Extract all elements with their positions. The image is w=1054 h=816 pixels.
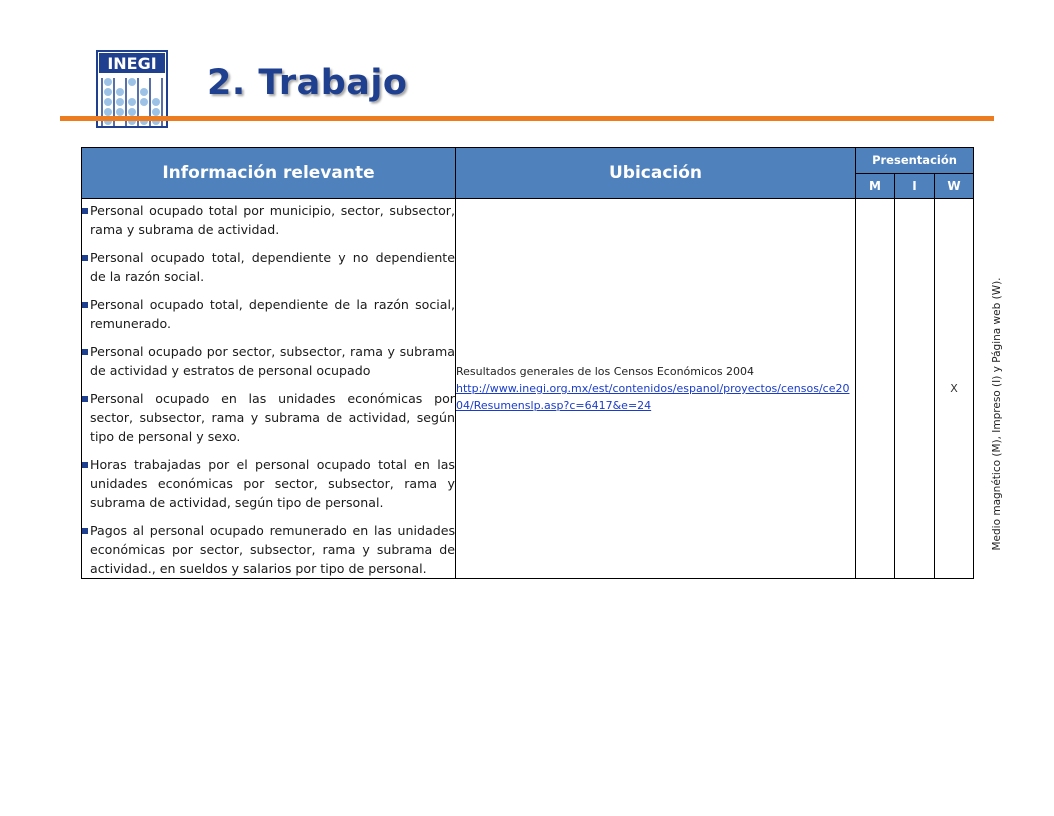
header-m: M: [856, 173, 895, 199]
list-item: Personal ocupado por sector, subsector, rama y subrama de actividad y estratos de personal ocupado: [82, 342, 455, 380]
page-title: 2. Trabajo: [207, 63, 408, 103]
bullet-icon: [82, 396, 88, 402]
resultados-link[interactable]: http://www.inegi.org.mx/est/contenidos/espanol/proyectos/censos/ce2004/Resumenslp.asp?c=6417&e=24: [456, 382, 850, 412]
bullet-icon: [82, 302, 88, 308]
ubicacion-text: Resultados generales de los Censos Económicos 2004: [456, 365, 755, 378]
list-item: Personal ocupado total por municipio, sector, subsector, rama y subrama de actividad.: [82, 201, 455, 239]
list-item: Pagos al personal ocupado remunerado en las unidades económicas por sector, subsector, rama y subrama de actividad., en sueldos y salarios por tipo de personal.: [82, 521, 455, 578]
bullet-icon: [82, 349, 88, 355]
info-table: [81, 147, 974, 579]
svg-text:INEGI: INEGI: [107, 54, 157, 73]
mark-i: [895, 199, 935, 579]
info-cell: [82, 199, 456, 579]
header-info: Información relevante: [82, 148, 456, 199]
info-list: [82, 201, 455, 578]
ubicacion-cell: [456, 199, 856, 579]
list-item: Personal ocupado total, dependiente de la razón social, remunerado.: [82, 295, 455, 333]
list-item: Horas trabajadas por el personal ocupado total en las unidades económicas por sector, subsector, rama y subrama de actividad, según tipo de personal.: [82, 455, 455, 512]
list-item: Personal ocupado total, dependiente y no dependiente de la razón social.: [82, 248, 455, 286]
header-i: I: [895, 173, 935, 199]
title-rule: [60, 116, 994, 121]
bullet-icon: [82, 462, 88, 468]
mark-m: [856, 199, 895, 579]
bullet-icon: [82, 255, 88, 261]
bullet-icon: [82, 528, 88, 534]
header-presentacion: Presentación: [856, 148, 974, 174]
list-item: Personal ocupado en las unidades económicas por sector, subsector, rama y subrama de actividad, según tipo de personal y sexo.: [82, 389, 455, 446]
bullet-icon: [82, 208, 88, 214]
mark-w: X: [935, 199, 974, 579]
presentation-legend: Medio magnético (M), Impreso (I) y Página web (W).: [991, 277, 1003, 551]
header-ubicacion: Ubicación: [456, 148, 856, 199]
header-w: W: [935, 173, 974, 199]
